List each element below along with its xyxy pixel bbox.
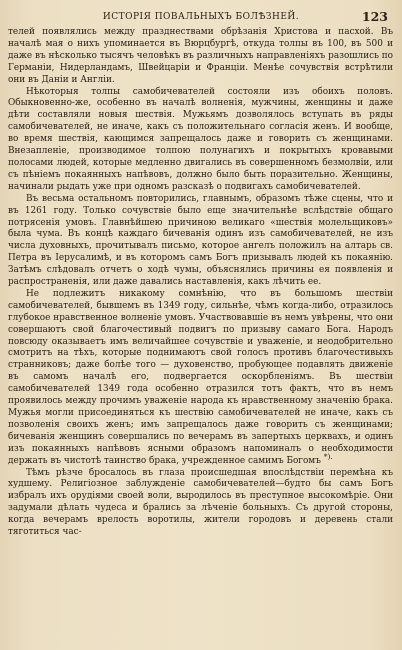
paragraph: Тѣмъ рѣзче бросалось въ глаза происшедшая впослѣдствіи перемѣна къ худшему. Религіозное заблужденіе самобичевателей—будто бы самъ Богъ избралъ ихъ орудіями своей воли, выродилось въ преступное высокомѣріе. Они задумали дѣлать чудеса и брались за лѣченіе больныхъ. Съ другой стороны, когда вечерамъ врелость воротилы, жители городовъ и деревень стали тяготиться час- — [8, 467, 393, 538]
paragraph-text: Не подлежитъ никакому сомнѣнію, что въ большомъ шествіи самобичевателей, бывшемъ въ 1349 году, сильнѣе, чѣмъ когда-либо, отразилось глубокое нравственное волненіе умовъ. Участвовавшіе въ немъ увѣрены, что они совершаютъ свой благочестивый подвигъ по призыву самаго Бога. Народъ повсюду оказываетъ имъ величайшее сочувствіе и уваженіе, и неодобрительно смотритъ на тѣхъ, которые поднимаютъ свой голосъ противъ благочестивыхъ странниковъ; даже болѣе того — духовенство, пробующее подавлять движеніе въ самомъ началѣ его, подвергается оскорбленіямъ. Въ шествіи самобичевателей 1349 года особенно отразился тотъ фактъ, что въ немъ проявилось между прочимъ уваженіе народа къ нравственному значенію брака. Мужья могли присоединяться къ шествію самобичевателей не иначе, какъ съ позволенія своихъ женъ; имъ запрещалось даже говорить съ женщинами; бичеванія женщинъ совершались по вечерамъ въ запертыхъ церквахъ, и одинъ изъ покаянныхъ напѣвовъ ясными образомъ напоминалъ о необходимости держать въ чистотѣ таинство брака, учрежденное самимъ Богомъ — [8, 288, 393, 466]
running-title: ИСТОРІЯ ПОВАЛЬНЫХЪ БОЛѢЗНЕЙ. — [102, 12, 300, 22]
footnote-mark: *). — [323, 451, 333, 461]
body-text — [8, 27, 393, 539]
paragraph: Нѣкоторыя толпы самобичевателей состояли изъ обоихъ половъ. Обыкновенно-же, особенно въ началѣ волненія, мужчины, женщины и даже дѣти составляли новыя шествія. Мужьямъ дозволялось вступать въ ряды самобичевателей, не иначе, какъ съ положительнаго согласія женъ. И вообще, во время шествія, кающимся запрещалось даже и говорить съ женщинами. Внезапленіе, производимое толпою полунагихъ и покрытыхъ кровавыми полосами людей, которые медленно двигались въ совершенномъ безмолвіи, или съ пѣніемъ покаянныхъ напѣвовъ, должно было быть поразительно. Женщины, начинали рыдать уже при одномъ разсказѣ о подвигахъ самобичевателей. — [8, 86, 393, 192]
running-header — [0, 9, 402, 26]
paragraph: Въ весьма остальномъ повторились, главнымъ, образомъ тѣже сцены, что и въ 1261 году. Только сочувствіе было еще значительнѣе вслѣдствіе общаго потрясенія умовъ. Главнѣйшею причиною великаго «шествія молельщиковъ» была чума. Въ концѣ каждаго бичеванія одинъ изъ самобичевателей, не изъ числа духовныхъ, прочитывалъ письмо, которое ангелъ положилъ на алтарь св. Петра въ Іерусалимѣ, и въ которомъ самъ Богъ призывалъ людей къ покаянію. Затѣмъ слѣдовалъ отчетъ о ходѣ чумы, объяснялись причины ея появленія и распространенія, или даже давались наставленія, какъ лѣчить ее. — [8, 193, 393, 288]
page-number: 123 — [361, 9, 388, 24]
paragraph: телей появлялись между празднествами обрѣзанія Христова и пасхой. Въ началѣ мая о нихъ упоминается въ Вюрцбургѣ, откуда толпы въ 100, въ 500 и даже въ нѣсколько тысячъ человѣкъ въ различныхъ направленіяхъ разошлись по Германіи, Нидерландамъ, Швейцаріи и Франціи. Менѣе сочувствія встрѣтили они въ Даніи и Англіи. — [8, 27, 393, 85]
paragraph — [8, 289, 393, 468]
